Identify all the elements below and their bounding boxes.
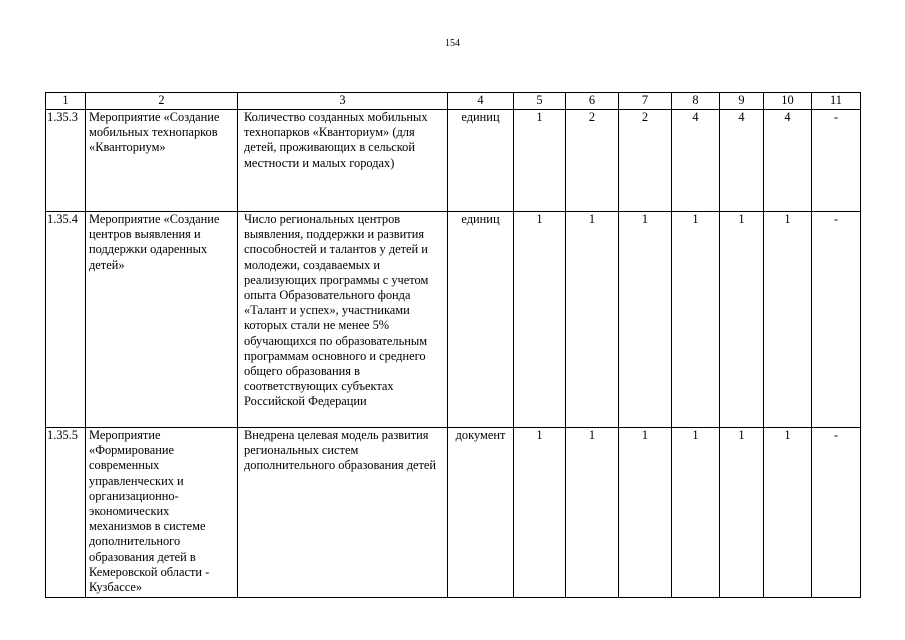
header-cell: 9 [720, 93, 764, 110]
value-cell-10: 1 [764, 428, 812, 598]
value-cell-9: 1 [720, 212, 764, 428]
value-cell-11: - [812, 212, 861, 428]
indicator-text [238, 428, 448, 598]
header-cell: 11 [812, 93, 861, 110]
row-code: 1.35.3 [46, 110, 86, 212]
value-cell-6: 1 [566, 212, 619, 428]
value-cell-11: - [812, 110, 861, 212]
header-cell: 7 [619, 93, 672, 110]
value-cell-10: 1 [764, 212, 812, 428]
value-cell-11: - [812, 428, 861, 598]
table-row [46, 110, 861, 212]
header-cell: 3 [238, 93, 448, 110]
value-cell-8: 4 [672, 110, 720, 212]
header-row [46, 93, 861, 110]
indicator-label: Число региональных центров выявления, поддержки и развития способностей и талантов у детей и молодежи, создаваемых и реализующих программы с учетом опыта Образовательного фонда «Талант и успех», участниками которых стали не менее 5% обучающихся по образовательным программам основного и среднего общего образования в соответствующих субъектах Российской Федерации [244, 212, 429, 409]
event-name: Мероприятие «Формирование современных управленческих и организационно-экономических механизмов в системе дополнительного образования детей в Кемеровской области - Кузбассе» [86, 428, 238, 598]
row-code: 1.35.4 [46, 212, 86, 428]
indicators-table [45, 92, 861, 598]
value-cell-7: 1 [619, 212, 672, 428]
value-cell-5: 1 [514, 428, 566, 598]
header-cell: 5 [514, 93, 566, 110]
unit-cell: единиц [448, 110, 514, 212]
header-cell: 1 [46, 93, 86, 110]
value-cell-5: 1 [514, 212, 566, 428]
header-cell: 4 [448, 93, 514, 110]
value-cell-7: 2 [619, 110, 672, 212]
row-code: 1.35.5 [46, 428, 86, 598]
value-cell-10: 4 [764, 110, 812, 212]
indicator-label: Внедрена целевая модель развития региональных систем дополнительного образования детей [244, 428, 437, 473]
value-cell-9: 1 [720, 428, 764, 598]
indicator-text [238, 212, 448, 428]
header-cell: 2 [86, 93, 238, 110]
value-cell-6: 1 [566, 428, 619, 598]
value-cell-7: 1 [619, 428, 672, 598]
unit-cell: документ [448, 428, 514, 598]
event-name: Мероприятие «Создание мобильных технопарков «Кванториум» [86, 110, 238, 212]
unit-cell: единиц [448, 212, 514, 428]
indicator-text [238, 110, 448, 212]
value-cell-6: 2 [566, 110, 619, 212]
header-cell: 6 [566, 93, 619, 110]
table-row [46, 212, 861, 428]
table-row [46, 428, 861, 598]
page-number: 154 [445, 38, 460, 49]
value-cell-8: 1 [672, 428, 720, 598]
indicator-label: Количество созданных мобильных технопарков «Кванториум» (для детей, проживающих в сельской местности и малых городах) [244, 110, 428, 170]
header-cell: 8 [672, 93, 720, 110]
value-cell-9: 4 [720, 110, 764, 212]
value-cell-5: 1 [514, 110, 566, 212]
header-cell: 10 [764, 93, 812, 110]
event-name: Мероприятие «Создание центров выявления и поддержки одаренных детей» [86, 212, 238, 428]
value-cell-8: 1 [672, 212, 720, 428]
